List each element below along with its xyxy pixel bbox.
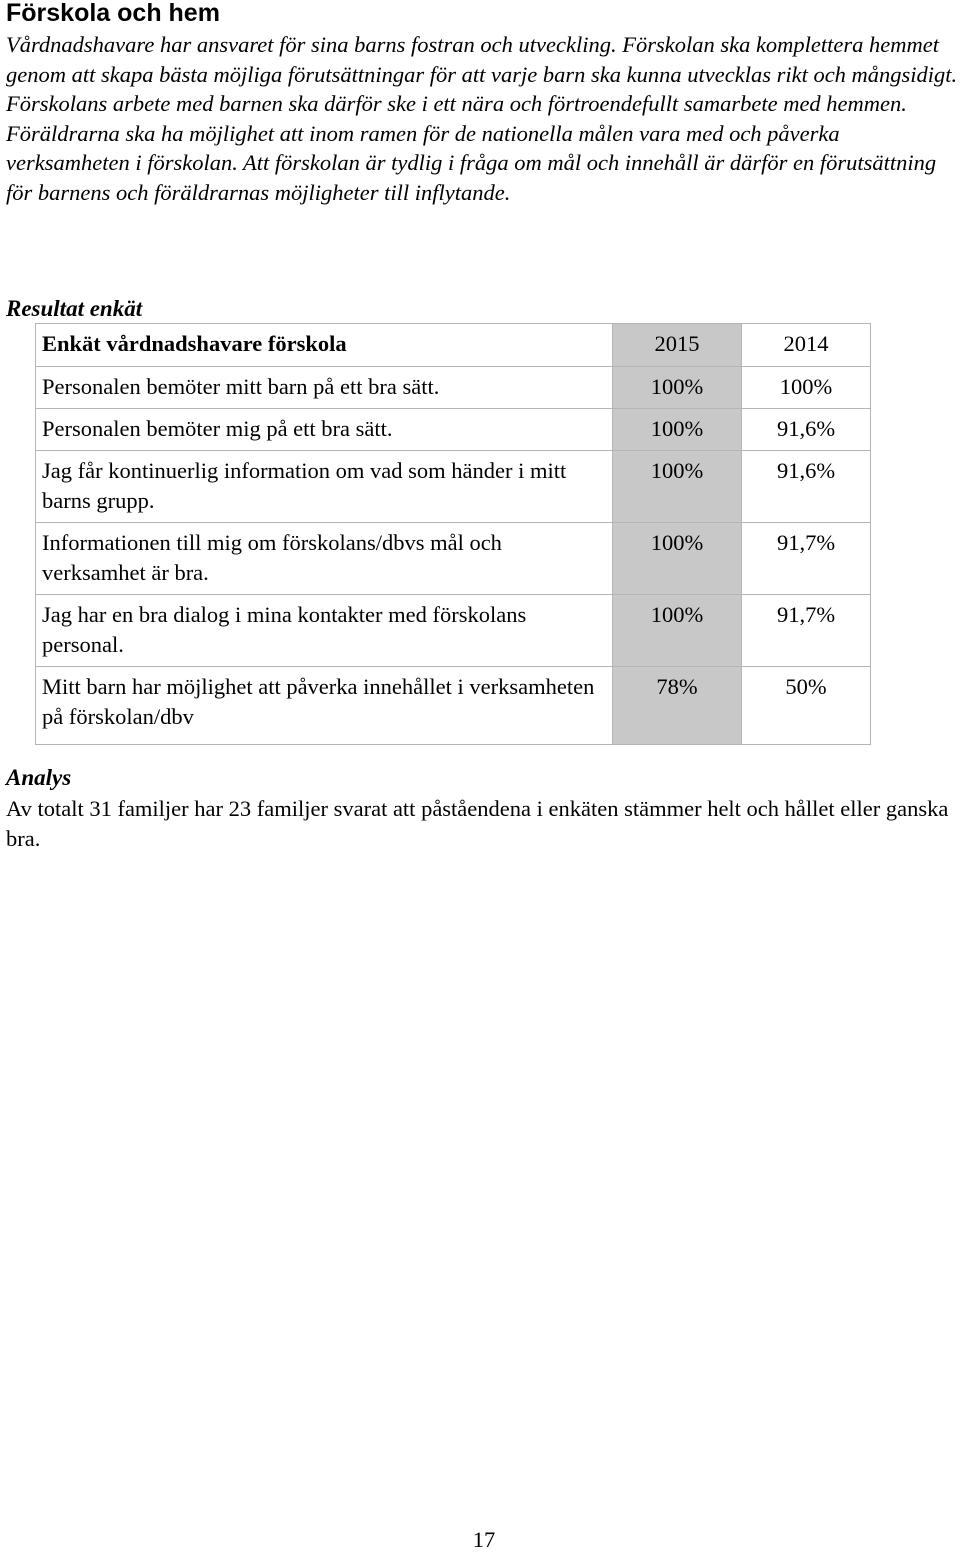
value-2014-cell: 91,6% (742, 451, 871, 523)
table-row (36, 595, 871, 667)
survey-results-table (35, 323, 871, 745)
intro-paragraph: Vårdnadshavare har ansvaret för sina barns fostran och utveckling. Förskolan ska komplettera hemmet genom att skapa bästa möjliga förutsättningar för att varje barn ska kunna utvecklas rikt och mångsidigt. Förskolans arbete med barnen ska därför ske i ett nära och förtroendefullt samarbete med hemmen. Föräldrarna ska ha möjlighet att inom ramen för de nationella målen vara med och påverka verksamheten i förskolan. Att förskolan är tydlig i fråga om mål och innehåll är därför en förutsättning för barnens och föräldrarnas möjligheter till inflytande. (6, 32, 958, 205)
value-2015-cell: 100% (613, 409, 742, 451)
section-heading: Förskola och hem (6, 0, 220, 27)
analysis-paragraph: Av totalt 31 familjer har 23 familjer svarat att påståendena i enkäten stämmer helt och hållet eller ganska bra. (6, 796, 949, 851)
value-2014-cell: 91,6% (742, 409, 871, 451)
table-row (36, 409, 871, 451)
table-row (36, 523, 871, 595)
statement-cell: Informationen till mig om förskolans/dbvs mål och verksamhet är bra. (36, 523, 613, 595)
table-row (36, 451, 871, 523)
analysis-title: Analys (6, 765, 72, 790)
statement-cell: Jag får kontinuerlig information om vad som händer i mitt barns grupp. (36, 451, 613, 523)
results-title: Resultat enkät (6, 296, 143, 321)
statement-cell: Personalen bemöter mitt barn på ett bra sätt. (36, 367, 613, 409)
table-header-row (36, 324, 871, 367)
table-header-label: Enkät vårdnadshavare förskola (36, 324, 613, 367)
value-2015-cell: 100% (613, 367, 742, 409)
value-2015-cell: 78% (613, 667, 742, 745)
value-2015-cell: 100% (613, 595, 742, 667)
table-header-2014: 2014 (742, 324, 871, 367)
statement-cell: Personalen bemöter mig på ett bra sätt. (36, 409, 613, 451)
value-2014-cell: 100% (742, 367, 871, 409)
statement-cell: Mitt barn har möjlighet att påverka innehållet i verksamheten på förskolan/dbv (36, 667, 613, 745)
value-2014-cell: 50% (742, 667, 871, 745)
value-2015-cell: 100% (613, 523, 742, 595)
table-row (36, 367, 871, 409)
statement-cell: Jag har en bra dialog i mina kontakter med förskolans personal. (36, 595, 613, 667)
table-row (36, 667, 871, 745)
page-number: 17 (472, 1527, 496, 1552)
value-2014-cell: 91,7% (742, 523, 871, 595)
table-header-2015: 2015 (613, 324, 742, 367)
value-2015-cell: 100% (613, 451, 742, 523)
value-2014-cell: 91,7% (742, 595, 871, 667)
